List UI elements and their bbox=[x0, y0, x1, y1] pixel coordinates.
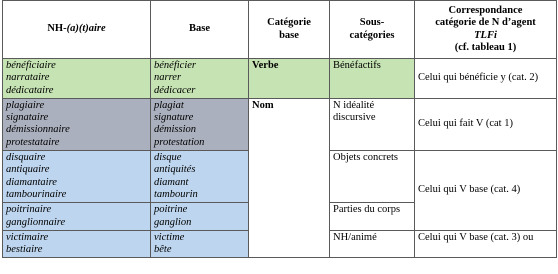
header-nh: NH-(a)(t)aire bbox=[3, 1, 151, 59]
subcategory-cell: Bénéfactifs bbox=[330, 59, 415, 99]
category-cell: Nom bbox=[249, 98, 330, 258]
correspondence-cell: Celui qui bénéficie y (cat. 2) bbox=[415, 59, 557, 99]
subcategory-cell: NH/animé bbox=[330, 230, 415, 258]
header-correspondence: Correspondance catégorie de N d’agent TLFi (cf. tableau 1) bbox=[415, 1, 557, 59]
correspondence-cell: Celui qui V base (cat. 3) ou bbox=[415, 230, 557, 258]
subcategory-cell: Parties du corps bbox=[330, 203, 415, 231]
subcategory-cell: N idéalité discursive bbox=[330, 98, 415, 150]
correspondence-cell: Celui qui fait V (cat 1) bbox=[415, 98, 557, 150]
nh-cell: disquaire antiquaire diamantaire tambourinaire bbox=[3, 151, 151, 203]
category-cell: Verbe bbox=[249, 59, 330, 99]
table-row bbox=[3, 59, 557, 99]
table-header-row bbox=[3, 1, 557, 59]
table-row bbox=[3, 98, 557, 150]
nh-cell: victimaire bestiaire bbox=[3, 230, 151, 258]
header-category: Catégorie base bbox=[249, 1, 330, 59]
base-cell: poitrine ganglion bbox=[151, 203, 249, 231]
nh-cell: plagiaire signataire démissionnaire protestataire bbox=[3, 98, 151, 150]
agent-noun-table bbox=[2, 0, 557, 258]
base-cell: victime bête bbox=[151, 230, 249, 258]
header-base: Base bbox=[151, 1, 249, 59]
nh-cell: poitrinaire ganglionnaire bbox=[3, 203, 151, 231]
subcategory-cell: Objets concrets bbox=[330, 151, 415, 203]
nh-cell: bénéficiaire narrataire dédicataire bbox=[3, 59, 151, 99]
base-cell: disque antiquités diamant tambourin bbox=[151, 151, 249, 203]
base-cell: plagiat signature démission protestation bbox=[151, 98, 249, 150]
base-cell: bénéficier narrer dédicacer bbox=[151, 59, 249, 99]
header-subcategories: Sous- catégories bbox=[330, 1, 415, 59]
correspondence-cell: Celui qui V base (cat. 4) bbox=[415, 151, 557, 231]
